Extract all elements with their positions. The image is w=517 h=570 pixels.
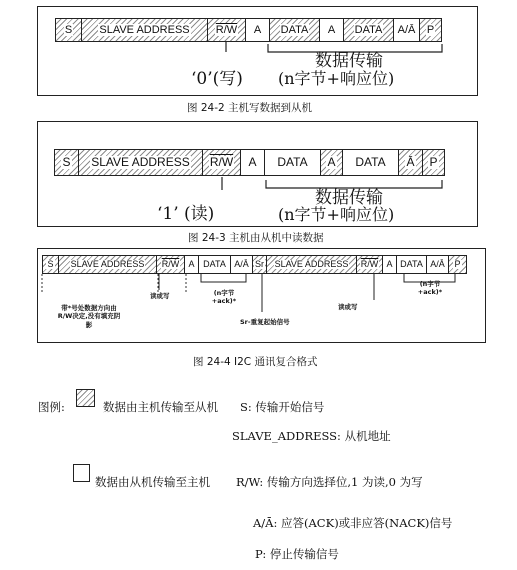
nack-field: Ā [399,150,423,175]
legend-rw-desc: R/W: 传输方向选择位,1 为读,0 为写 [236,475,423,489]
legend-title: 图例: [38,400,65,414]
data-field: DATA [344,19,394,41]
legend-address-desc: SLAVE_ADDRESS: 从机地址 [232,429,391,443]
figure-1-group-label: 数据传输 [315,51,383,71]
figure-1-group-sub: (n字节+响应位) [278,69,395,88]
slave-address-field: SLAVE ADDRESS [267,256,357,273]
legend-hatched-desc: 数据由主机传输至从机 [103,400,218,414]
data-field: DATA [265,150,321,175]
start-field: S [43,256,59,273]
figure-3-direction-note: 带*号处数据方向由R/W决定,没有填充阴影 [57,304,121,329]
slave-address-field: SLAVE ADDRESS [79,150,203,175]
slave-address-field: SLAVE ADDRESS [59,256,157,273]
start-field: S [55,150,79,175]
rw-field: R/W [157,256,185,273]
figure-3-rw-note-1: 读或写 [150,292,170,300]
legend-ack-desc: A/Ā: 应答(ACK)或非应答(NACK)信号 [253,516,453,530]
ack-nack-field: A/Ā [427,256,449,273]
figure-1-bit-label: ‘0’(写) [191,69,243,89]
data-field: DATA [199,256,231,273]
figure-1-caption: 图 24-2 主机写数据到从机 [187,102,313,114]
legend-plain-desc: 数据由从机传输至主机 [95,475,210,489]
ack-field: A [383,256,397,273]
stop-field: P [423,150,445,175]
slave-address-field: SLAVE ADDRESS [82,19,208,41]
figure-3-caption: 图 24-4 I2C 通讯复合格式 [193,356,318,368]
rw-field: R/W [208,19,246,41]
figure-3-sr-note: Sr-重复起始信号 [240,318,290,326]
plain-swatch-icon [73,464,90,482]
ack-field: A [246,19,270,41]
ack-field: A [185,256,199,273]
ack-field: A [241,150,265,175]
data-field: DATA [343,150,399,175]
ack-field: A [321,150,343,175]
figure-2-group-label: 数据传输 [315,188,383,208]
start-field: S [56,19,82,41]
repeated-start-field: Sr [253,256,267,273]
ack-nack-field: A/Ā [394,19,420,41]
figure-2-caption: 图 24-3 主机由从机中读数据 [188,232,324,244]
rw-field: R/W [203,150,241,175]
stop-field: P [449,256,467,273]
legend-stop-desc: P: 停止传输信号 [255,547,339,561]
figure-3-rw-note-2: 读或写 [338,303,358,311]
figure-3-ack-note-2: (n字节 +ack)* [417,280,443,297]
legend-start-desc: S: 传输开始信号 [240,400,325,414]
figure-3-ack-note-1: (n字节 +ack)* [211,289,237,306]
figure-2-group-sub: (n字节+响应位) [278,205,395,224]
figure-2-bit-label: ‘1’ (读) [157,204,215,224]
data-field: DATA [397,256,427,273]
hatched-swatch-icon [76,389,95,407]
stop-field: P [420,19,442,41]
data-field: DATA [270,19,320,41]
rw-field: R/W [357,256,383,273]
ack-nack-field: A/Ā [231,256,253,273]
ack-field: A [320,19,344,41]
